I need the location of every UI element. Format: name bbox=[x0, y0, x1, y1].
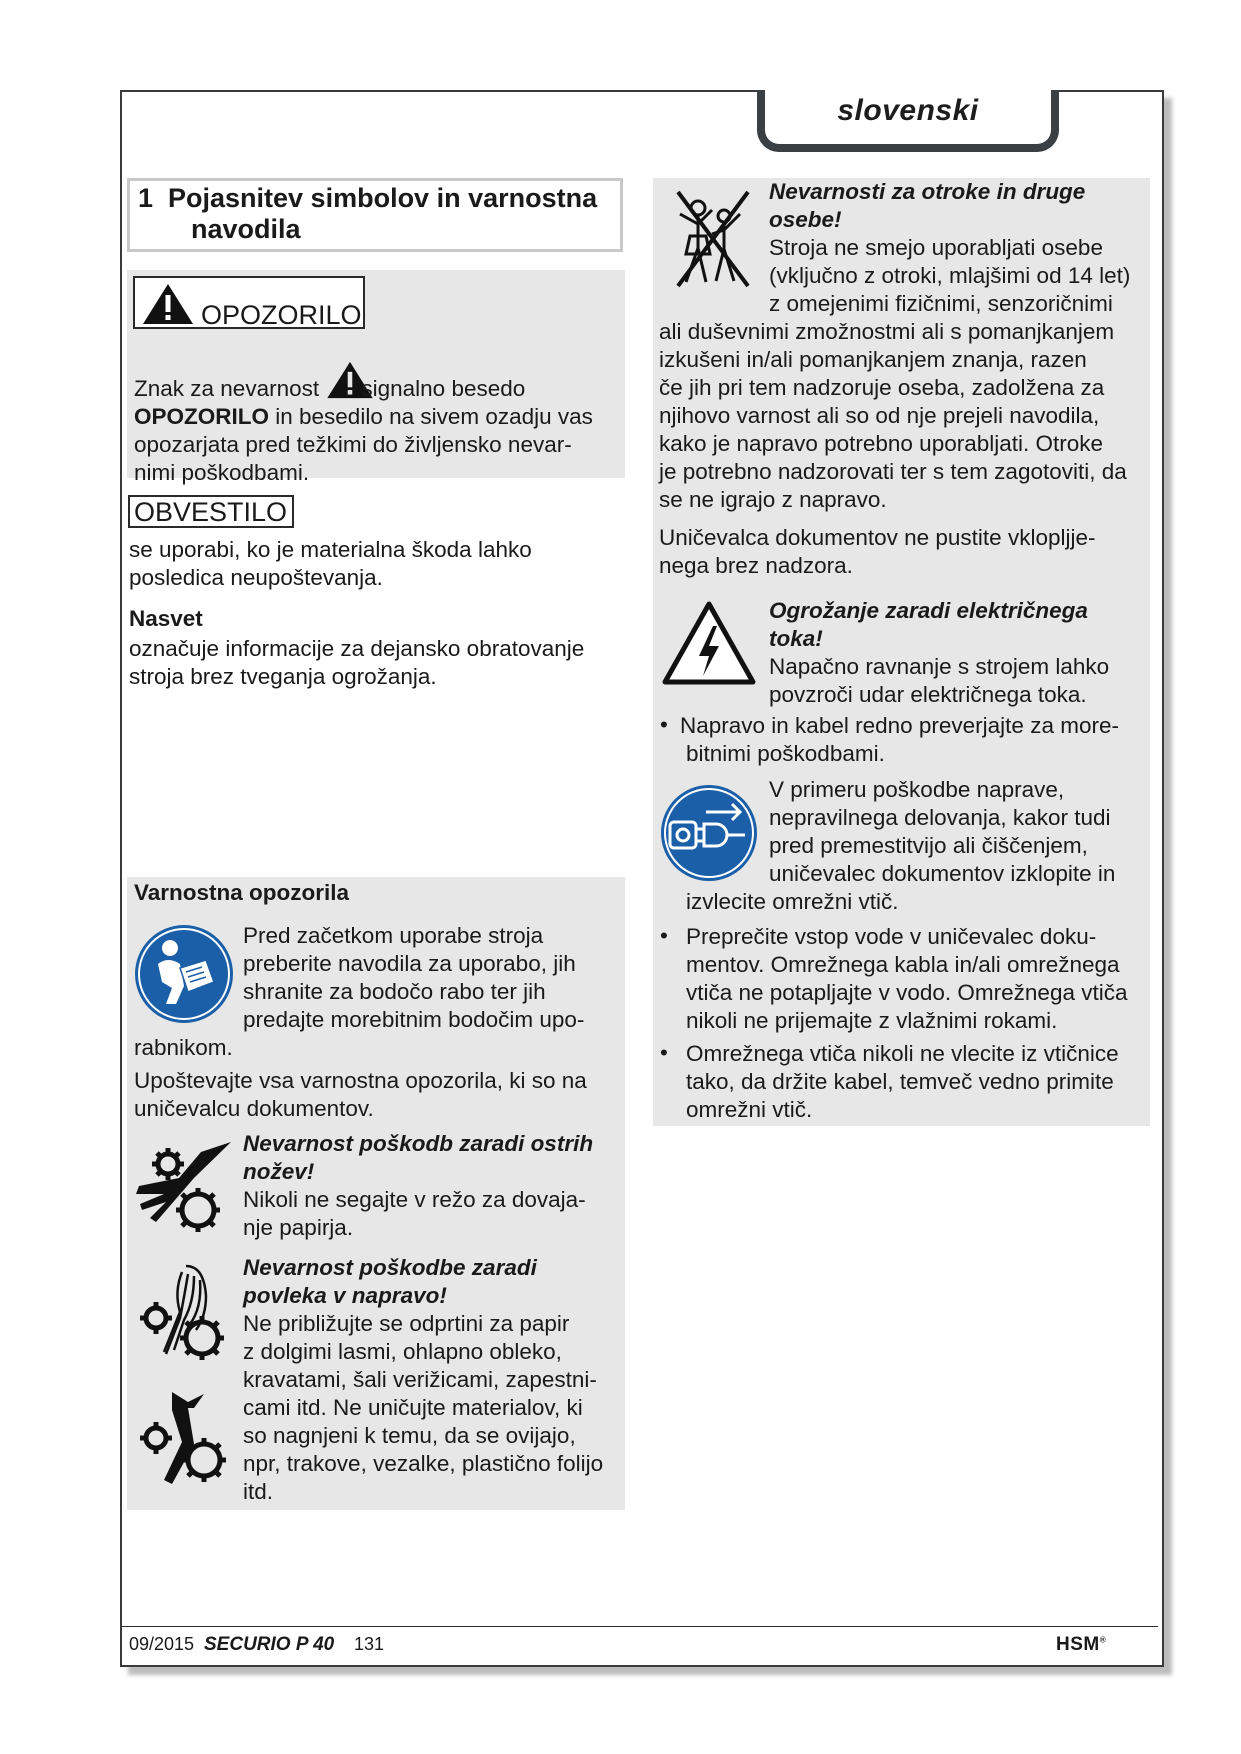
safety-title: Varnostna opozorila bbox=[134, 880, 350, 905]
children-text-full: ali duševnimi zmožnostmi ali s pomanjkanjem izkušeni in/ali pomanjkanjem znanja, razen če jih pri tem nadzoruje oseba, zadolžena za njihovo varnost ali so od nje prejeli navodila, kako je napravo potrebno uporabljati. Otroke je potrebno nadzorovati ter s tem zagotoviti, da se ne igrajo z napravo. bbox=[659, 319, 1127, 512]
tip-title: Nasvet bbox=[129, 606, 203, 631]
section-heading bbox=[127, 178, 623, 252]
section-title-line2: navodila bbox=[191, 214, 301, 244]
footer-date: 09/2015 bbox=[129, 1634, 195, 1654]
plug-text: V primeru poškodbe naprave, nepravilnega delovanja, kakor tudi pred premestitvijo ali čiščenjem, uničevalec dokumentov izklopite in bbox=[769, 777, 1116, 886]
tip-description: označuje informacije za dejansko obratovanje stroja brez tveganja ogrožanja. bbox=[129, 636, 585, 689]
hair-pull-hazard-icon bbox=[136, 1262, 231, 1367]
blades-text: Nevarnost poškodb zaradi ostrih nožev! Nikoli ne segajte v režo za dovaja- nje papirja. bbox=[243, 1131, 594, 1240]
footer-model: SECURIO P 40 bbox=[204, 1634, 335, 1655]
warning-label: OPOZORILO bbox=[201, 300, 362, 330]
footer-brand-logo: HSM® bbox=[1056, 1634, 1107, 1655]
bullet2-text: Preprečite vstop vode v uničevalec doku- mentov. Omrežnega kabla in/ali omrežnega vtiča ne potapljajte v vodo. Omrežnega vtiča nikoli ne prijemajte z vlažnimi rokami. bbox=[686, 924, 1128, 1033]
plug-text-tail: izvlecite omrežni vtič. bbox=[686, 889, 899, 914]
section-title-line1: Pojasnitev simbolov in varnostna bbox=[168, 183, 598, 213]
warning-triangle-icon bbox=[141, 282, 195, 326]
bullet-marker: • bbox=[660, 923, 668, 948]
blades-hazard-icon bbox=[136, 1140, 231, 1240]
warning-description: Znak za nevarnost signalno besedo OPOZORILO in besedilo na sivem ozadju vas opozarjata pred težkimi do življensko nevar- nimi poškodbami. bbox=[134, 360, 619, 487]
section-number: 1 bbox=[138, 183, 154, 213]
bullet1-text: Napravo in kabel redno preverjajte za more- bitnimi poškodbami. bbox=[680, 713, 1119, 766]
language-tab: slovenski bbox=[757, 90, 1059, 152]
pull-text: Nevarnost poškodbe zaradi povleka v napravo! Ne približujte se odprtini za papir z dolgimi lasmi, ohlapno obleko, kravatami, šali verižicami, zapestni- cami itd. Ne uničujte materialov, ki so nagnjeni k temu, da se ovijajo, npr, trakove, vezalke, plastično folijo itd. bbox=[243, 1255, 604, 1504]
unplug-icon bbox=[660, 784, 758, 882]
children-hazard-icon bbox=[666, 188, 760, 290]
observe-text: Upoštevajte vsa varnostna opozorila, ki so na uničevalcu dokumentov. bbox=[134, 1068, 587, 1121]
notice-label: OBVESTILO bbox=[128, 495, 294, 528]
manual-text-tail: rabnikom. bbox=[134, 1035, 233, 1060]
notice-description: se uporabi, ko je materialna škoda lahko posledica neupoštevanja. bbox=[129, 537, 532, 590]
unattended-text: Uničevalca dokumentov ne pustite vklopljje- nega brez nadzora. bbox=[659, 525, 1096, 578]
warning-label-box bbox=[133, 276, 365, 329]
footer-divider bbox=[122, 1626, 1158, 1627]
bullet3-text: Omrežnega vtiča nikoli ne vlecite iz vtičnice tako, da držite kabel, temveč vedno primite omrežni vtič. bbox=[686, 1041, 1119, 1122]
tie-pull-hazard-icon bbox=[136, 1388, 231, 1488]
electric-shock-icon bbox=[661, 600, 757, 686]
children-text: Nevarnosti za otroke in druge osebe! Stroja ne smejo uporabljati osebe (vključno z otroki, mlajšimi od 14 let) z omejenimi fizičnimi, senzoričnimi bbox=[769, 179, 1131, 316]
bullet-marker: • bbox=[660, 712, 668, 737]
read-manual-icon bbox=[134, 924, 234, 1024]
manual-text: Pred začetkom uporabe stroja preberite navodila za uporabo, jih shranite za bodočo rabo ter jih predajte morebitnim bodočim upo- bbox=[243, 923, 585, 1032]
electric-text: Ogrožanje zaradi električnega toka! Napačno ravnanje s strojem lahko povzroči udar električnega toka. bbox=[769, 598, 1110, 707]
bullet-marker: • bbox=[660, 1040, 668, 1065]
footer-page-number: 131 bbox=[354, 1634, 385, 1654]
